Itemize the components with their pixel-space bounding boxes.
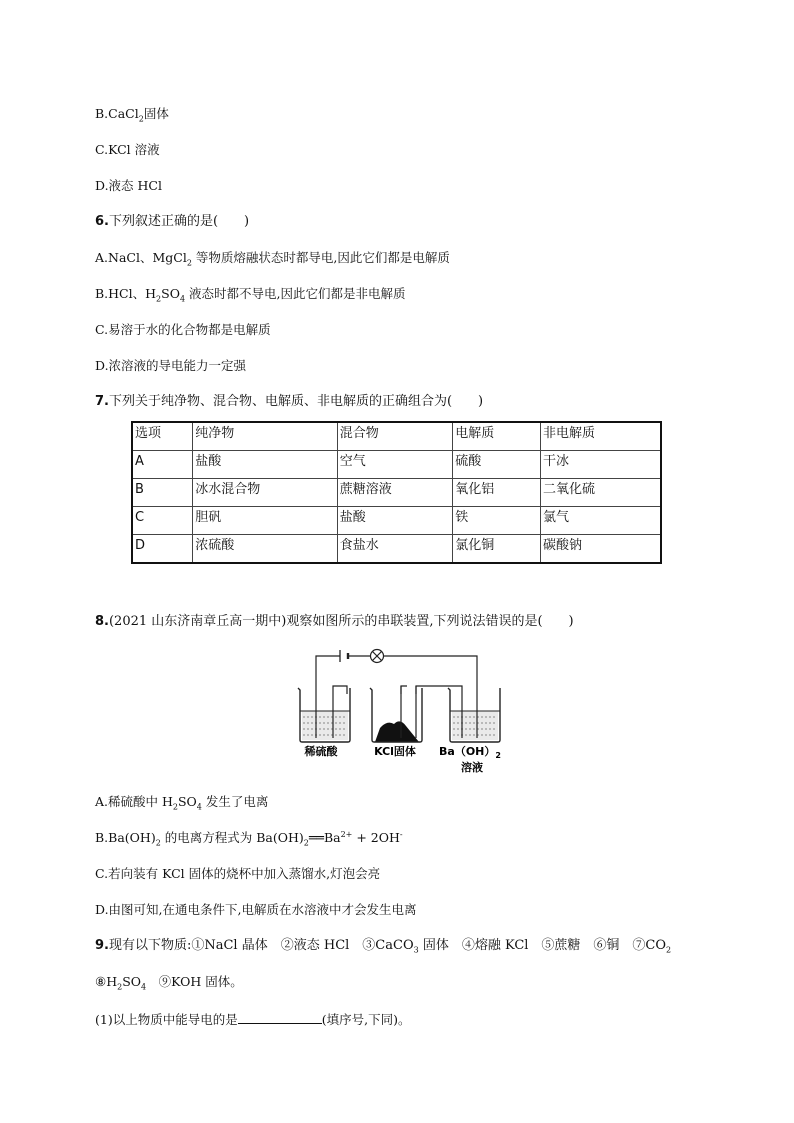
question-6-option-c: C.易溶于水的化合物都是电解质 xyxy=(95,322,271,337)
table-cell: B xyxy=(132,479,193,507)
table-cell: A xyxy=(132,451,193,479)
table-row xyxy=(132,535,661,564)
series-circuit-figure xyxy=(290,646,520,776)
beaker-dilute-sulfuric-acid xyxy=(298,688,350,742)
table-cell: 干冰 xyxy=(540,451,661,479)
table-cell: D xyxy=(132,535,193,564)
table-header: 电解质 xyxy=(453,422,541,451)
table-cell: 胆矾 xyxy=(193,507,337,535)
table-header: 选项 xyxy=(132,422,193,451)
caption-kcl-solid: KCl固体 xyxy=(374,745,416,758)
table-cell: C xyxy=(132,507,193,535)
table-cell: 冰水混合物 xyxy=(193,479,337,507)
table-row xyxy=(132,451,661,479)
table-cell: 蔗糖溶液 xyxy=(337,479,453,507)
caption-barium-hydroxide: $Ba(OH)_2$ xyxy=(439,745,501,760)
table-header: 纯净物 xyxy=(193,422,337,451)
option-b: B.CaCl$_2$固体 xyxy=(95,106,169,124)
question-6-option-b: B.HCl、$H_2SO_4$ 液态时都不导电,因此它们都是非电解质 xyxy=(95,286,406,304)
table-cell: 盐酸 xyxy=(337,507,453,535)
question-7-stem: 7.下列关于纯净物、混合物、电解质、非电解质的正确组合为( ) xyxy=(95,394,484,409)
table-header: 混合物 xyxy=(337,422,453,451)
answer-blank[interactable] xyxy=(238,1011,322,1024)
question-6-stem: 6.下列叙述正确的是( ) xyxy=(95,214,250,229)
table-cell: 食盐水 xyxy=(337,535,453,564)
option-d: D.液态 HCl xyxy=(95,178,162,193)
option-c: C.KCl 溶液 xyxy=(95,142,160,157)
question-8-option-c: C.若向装有 KCl 固体的烧杯中加入蒸馏水,灯泡会亮 xyxy=(95,866,381,881)
question-6-option-d: D.浓溶液的导电能力一定强 xyxy=(95,358,247,373)
table-cell: 硫酸 xyxy=(453,451,541,479)
table-header-row xyxy=(132,422,661,451)
table-cell: 氯气 xyxy=(540,507,661,535)
table-header: 非电解质 xyxy=(540,422,661,451)
table-cell: 盐酸 xyxy=(193,451,337,479)
battery-icon xyxy=(340,650,348,662)
table-cell: 浓硫酸 xyxy=(193,535,337,564)
table-cell: 二氧化硫 xyxy=(540,479,661,507)
options-table xyxy=(131,421,662,564)
question-9-part-1: (1)以上物质中能导电的是 (填序号,下同)。 xyxy=(95,1012,411,1027)
table-cell: 氧化铝 xyxy=(453,479,541,507)
beaker-barium-hydroxide-solution xyxy=(448,688,500,742)
table-row xyxy=(132,507,661,535)
table-cell: 铁 xyxy=(453,507,541,535)
question-8-option-b: $B.Ba(OH)_2$ 的电离方程式为 $Ba(OH)_2══Ba^{2+} + 2OH^-$ xyxy=(95,829,403,848)
question-8-option-d: D.由图可知,在通电条件下,电解质在水溶液中才会发生电离 xyxy=(95,902,417,917)
caption-dilute-sulfuric-acid: 稀硫酸 xyxy=(304,745,338,758)
table-cell: 碳酸钠 xyxy=(540,535,661,564)
beaker-kcl-solid xyxy=(370,686,422,742)
question-8-option-a: A.稀硫酸中 $H_2SO_4$ 发生了电离 xyxy=(95,794,269,812)
question-9-stem-line2: $⑧H_2SO_4$ ⑨KOH 固体。 xyxy=(95,974,243,992)
question-8-stem: 8.(2021 山东济南章丘高一期中)观察如图所示的串联装置,下列说法错误的是( ) xyxy=(95,614,574,629)
caption-solution: 溶液 xyxy=(461,761,483,774)
table-row xyxy=(132,479,661,507)
table-cell: 氯化铜 xyxy=(453,535,541,564)
question-6-option-a: A.NaCl、MgCl$_2$ 等物质熔融状态时都导电,因此它们都是电解质 xyxy=(95,250,450,268)
lamp-icon xyxy=(371,650,384,663)
table-cell: 空气 xyxy=(337,451,453,479)
question-9-stem: 9.现有以下物质:①NaCl 晶体 ②液态 HCl ③CaCO$_3$ 固体 ④熔融 KCl ⑤蔗糖 ⑥铜 $⑦CO_2$ xyxy=(95,938,672,955)
